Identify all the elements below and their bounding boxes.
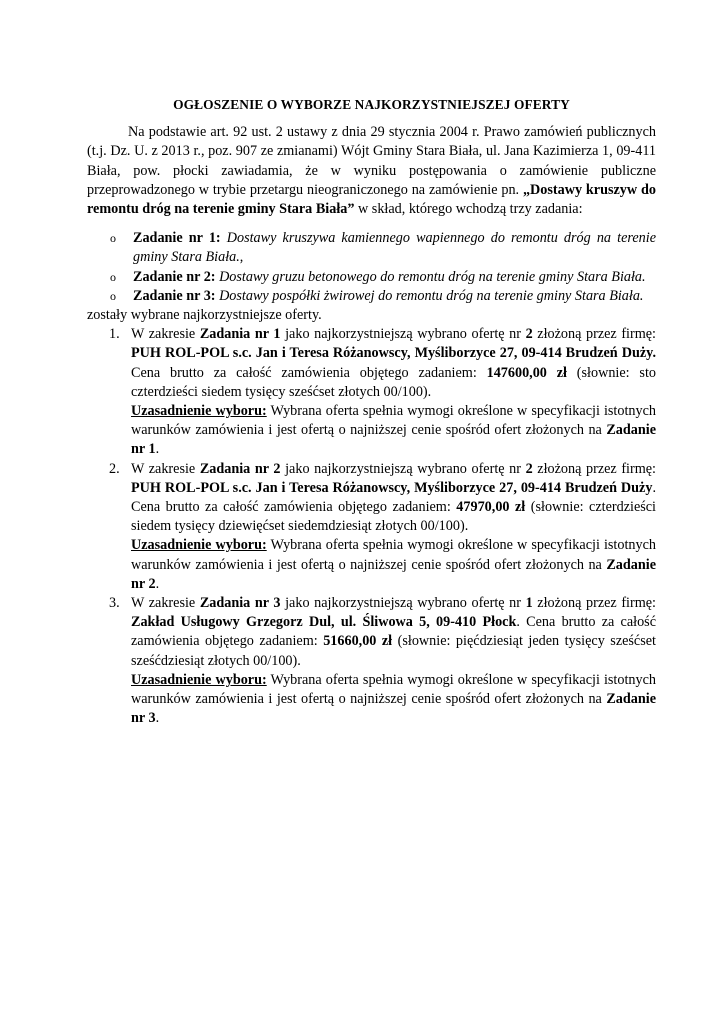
document-title: OGŁOSZENIE O WYBORZE NAJKORZYSTNIEJSZEJ OFERTY (173, 97, 570, 112)
result-end: . (155, 575, 160, 592)
result-text: złożoną przez firmę: (532, 595, 656, 612)
document-page (87, 95, 656, 729)
intro-paragraph (87, 123, 656, 219)
result-text: złożoną przez firmę: (532, 460, 656, 477)
gross-price: 147600,00 zł (486, 364, 567, 381)
result-text: W zakresie (131, 595, 200, 612)
offer-number: 2 (525, 460, 533, 477)
justification-label: Uzasadnienie wyboru: (131, 403, 267, 420)
result-item (87, 325, 656, 459)
task-reference: Zadanie nr 3 (131, 691, 656, 727)
gross-price: 51660,00 zł (323, 633, 393, 650)
justification-label: Uzasadnienie wyboru: (131, 537, 267, 554)
justification-label: Uzasadnienie wyboru: (131, 671, 267, 688)
task-suffix: , (239, 249, 244, 266)
offer-number: 1 (525, 595, 533, 612)
result-text: . Cena brutto za całość zamówienia objętego zadaniem: (131, 614, 656, 650)
task-label: Zadanie nr 3: (133, 287, 216, 304)
result-text: W zakresie (131, 326, 200, 343)
task-item (87, 287, 656, 306)
task-description: Dostawy gruzu betonowego do remontu dróg na terenie gminy Stara Biała. (219, 268, 646, 285)
result-item (87, 594, 656, 728)
justification-text: Wybrana oferta spełnia wymogi określone w specyfikacji istotnych warunków zamówienia i jest ofertą o najniższej cenie spośród ofert złożonych na (131, 403, 656, 439)
justification-text: Wybrana oferta spełnia wymogi określone w specyfikacji istotnych warunków zamówienia i jest ofertą o najniższej cenie spośród ofert złożonych na (131, 537, 656, 573)
company-name: PUH ROL-POL s.c. Jan i Teresa Różanowscy, Myśliborzyce 27, 09-414 Brudzeń Duży (131, 479, 653, 496)
results-list (87, 325, 656, 728)
result-text: W zakresie (131, 460, 200, 477)
task-reference: Zadanie nr 2 (131, 556, 656, 592)
result-end: . (155, 441, 160, 458)
company-name: PUH ROL-POL s.c. Jan i Teresa Różanowscy, Myśliborzyce 27, 09-414 Brudzeń Duży. (131, 345, 656, 362)
result-item (87, 460, 656, 594)
contract-name: „Dostawy kruszyw do remontu dróg na terenie gminy Stara Biała” (87, 181, 656, 218)
result-text: jako najkorzystniejszą wybrano ofertę nr (280, 595, 526, 612)
result-text: złożoną przez firmę: (532, 326, 656, 343)
price-in-words: (słownie: pięćdziesiąt jeden tysięcy sześćset sześćdziesiąt złotych 00/100). (131, 633, 656, 669)
result-task: Zadania nr 3 (199, 595, 281, 612)
result-number: 2. (109, 460, 120, 477)
result-end: . (155, 710, 160, 727)
justification-text: Wybrana oferta spełnia wymogi określone w specyfikacji istotnych warunków zamówienia i jest ofertą o najniższej cenie spośród ofert złożonych na (131, 671, 656, 708)
task-description: Dostawy kruszywa kamiennego wapiennego do remontu dróg na terenie gminy Stara Biała. (133, 230, 656, 266)
result-task: Zadania nr 2 (199, 460, 281, 477)
task-list (87, 229, 656, 306)
result-text: jako najkorzystniejszą wybrano ofertę nr (280, 460, 526, 477)
task-label: Zadanie nr 2: (133, 268, 216, 285)
task-item (87, 268, 656, 287)
result-number: 3. (109, 595, 120, 612)
task-description: Dostawy pospółki żwirowej do remontu dróg na terenie gminy Stara Biała. (219, 287, 644, 304)
offer-number: 2 (525, 326, 533, 343)
company-name: Zakład Usługowy Grzegorz Dul, ul. Śliwowa 5, 09-410 Płock (131, 614, 517, 631)
gross-price: 47970,00 zł (456, 499, 526, 516)
bullet-icon: o (110, 288, 116, 303)
bullet-icon: o (110, 269, 116, 284)
price-in-words: (słownie: sto czterdzieści siedem tysięcy sześćset złotych 00/100). (131, 364, 656, 400)
result-number: 1. (109, 326, 120, 343)
task-label: Zadanie nr 1: (133, 230, 221, 247)
price-in-words: (słownie: czterdzieści siedem tysięcy dziewięćset siedemdziesiąt złotych 00/100). (131, 499, 657, 535)
result-text: Cena brutto za całość zamówienia objętego zadaniem: (131, 364, 487, 381)
task-reference: Zadanie nr 1 (131, 422, 656, 458)
result-text: . Cena brutto za całość zamówienia objętego zadaniem: (131, 479, 656, 516)
chosen-intro: zostały wybrane najkorzystniejsze oferty. (87, 307, 322, 324)
result-task: Zadania nr 1 (199, 326, 281, 343)
task-item (87, 229, 656, 267)
bullet-icon: o (110, 231, 116, 246)
result-text: jako najkorzystniejszą wybrano ofertę nr (280, 326, 526, 343)
intro-text: Na podstawie art. 92 ust. 2 ustawy z dnia 29 stycznia 2004 r. Prawo zamówień publicznych (t.j. Dz. U. z 2013 r., poz. 907 ze zmianami) Wójt Gminy Stara Biała, ul. Jana Kazimierza 1, 09-411 Biała, pow. płocki zawiadamia, że w wyniku postępowania o zamówienie publiczne przeprowadzonego w trybie przetargu nieograniczonego na zamówienie pn. (87, 124, 656, 198)
intro-tail: w skład, którego wchodzą trzy zadania: (354, 201, 583, 218)
